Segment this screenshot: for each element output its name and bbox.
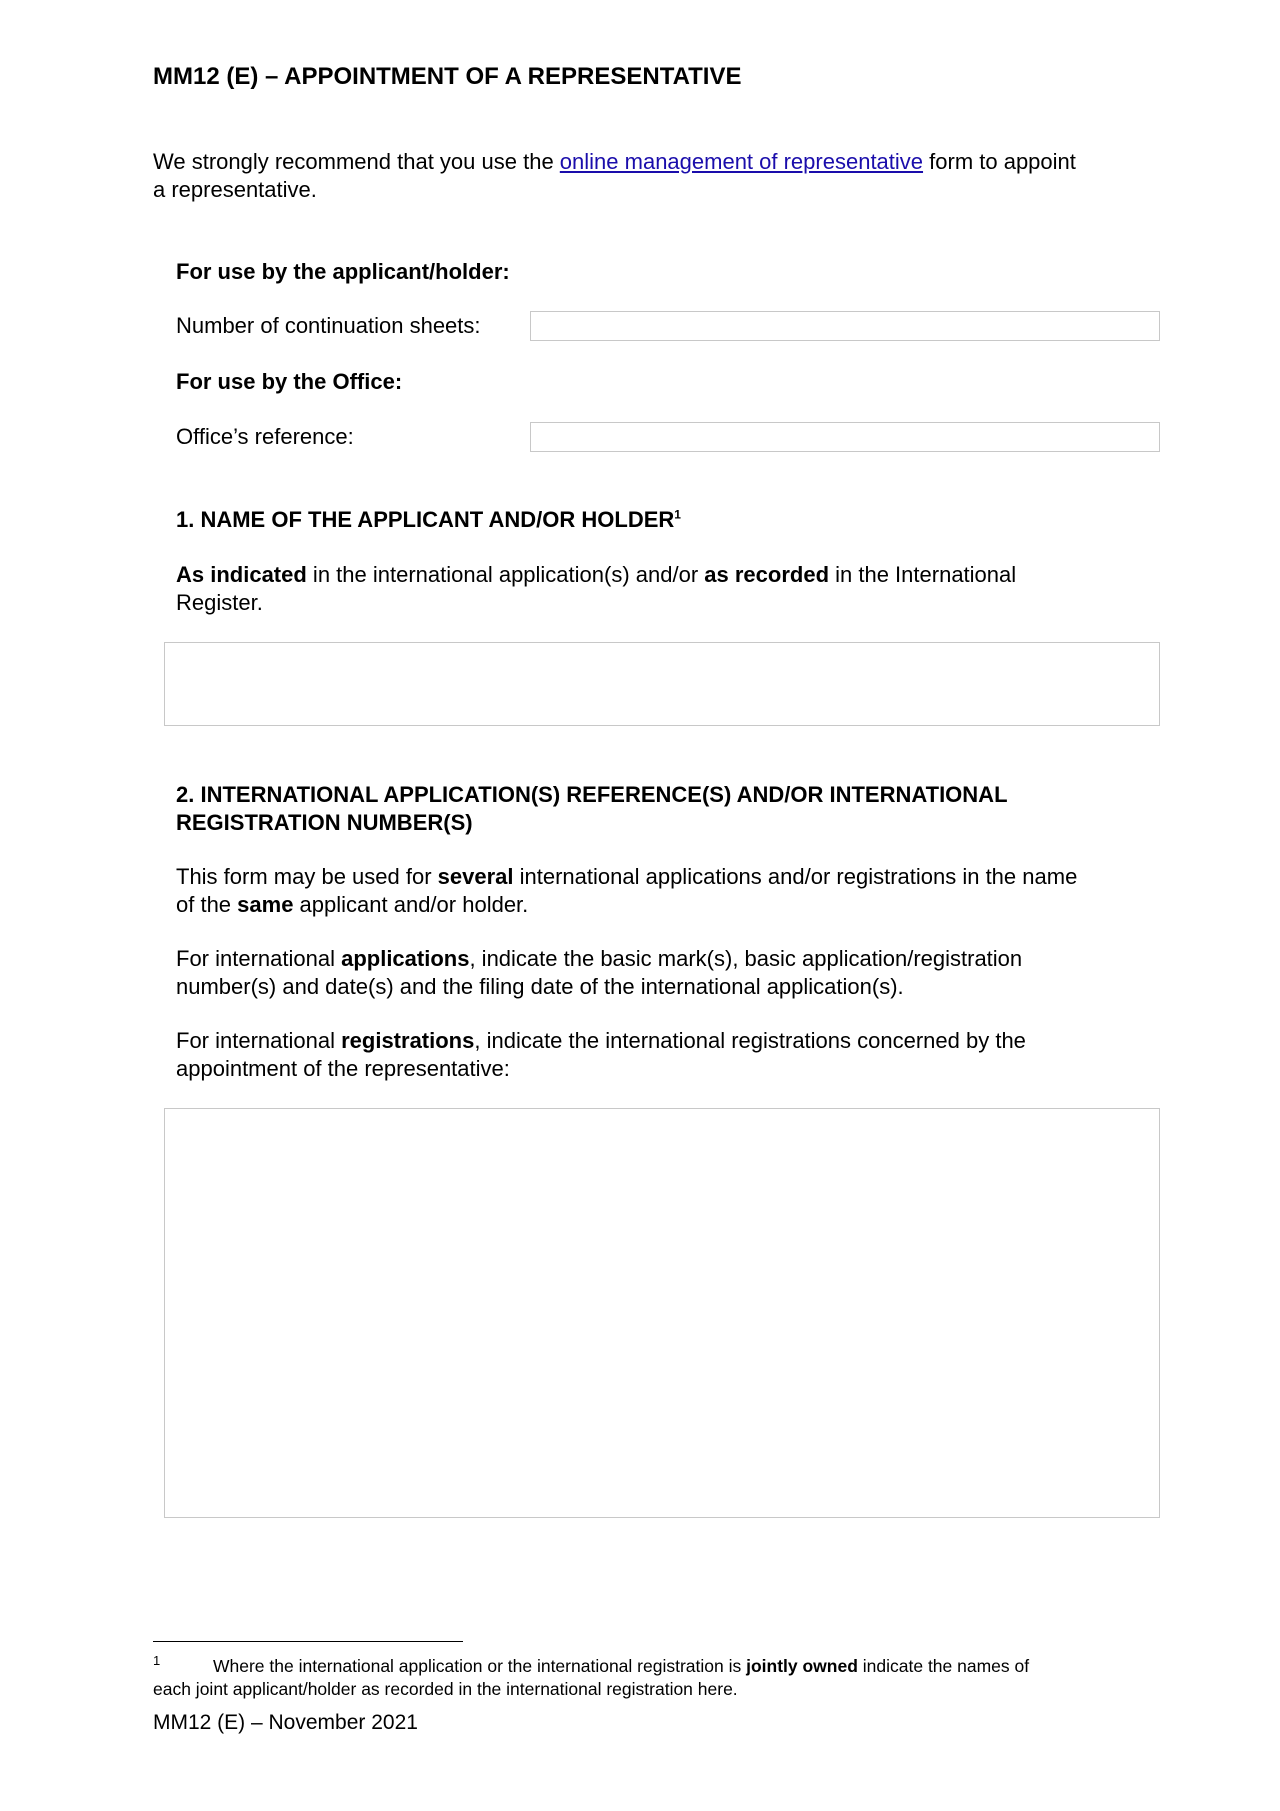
p2-text: For international — [176, 946, 342, 971]
intro-text-line2: a representative. — [153, 177, 317, 202]
footnote — [153, 1649, 1163, 1701]
footnote-text: Where the international application or the international registration is — [213, 1655, 747, 1676]
p1-text-line2-end: applicant and/or holder. — [293, 892, 529, 917]
as-recorded-text: as recorded — [704, 562, 830, 587]
jointly-owned-text: jointly owned — [746, 1655, 858, 1676]
office-reference-input[interactable] — [530, 422, 1160, 452]
footnote-text-line2: each joint applicant/holder as recorded in the international registration here. — [153, 1678, 738, 1699]
p1-text-cont: international applications and/or registrations in the name — [513, 864, 1078, 889]
p3-text-line2: appointment of the representative: — [176, 1056, 510, 1081]
section2-paragraph-1 — [176, 863, 1176, 919]
intro-paragraph — [153, 148, 1163, 204]
registration-details-field[interactable] — [164, 1108, 1160, 1518]
online-management-link[interactable]: online management of representative — [559, 149, 924, 174]
section2-paragraph-2 — [176, 945, 1176, 1001]
intro-text-after-link: form to appoint — [923, 149, 1076, 174]
section1-heading — [176, 506, 681, 534]
section2-heading — [176, 781, 1176, 837]
p3-text-cont: , indicate the international registrations concerned by the — [474, 1028, 1026, 1053]
continuation-sheets-label: Number of continuation sheets: — [176, 313, 481, 338]
footnote-number: 1 — [153, 1653, 161, 1668]
section1-paragraph — [176, 561, 1166, 617]
section1-heading-text: 1. NAME OF THE APPLICANT AND/OR HOLDER — [176, 507, 675, 532]
p1-text: This form may be used for — [176, 864, 438, 889]
section2-heading-line1: 2. INTERNATIONAL APPLICATION(S) REFERENCE(S) AND/OR INTERNATIONAL — [176, 782, 1008, 807]
page-title: MM12 (E) – APPOINTMENT OF A REPRESENTATIVE — [153, 63, 742, 90]
p1-text-line2: of the — [176, 892, 238, 917]
continuation-sheets-input[interactable] — [530, 311, 1160, 341]
same-text: same — [237, 892, 294, 917]
applicant-use-heading: For use by the applicant/holder: — [176, 259, 510, 284]
footnote-text-cont: indicate the names of — [857, 1655, 1030, 1676]
p2-text-cont: , indicate the basic mark(s), basic application/registration — [469, 946, 1023, 971]
footnote-divider — [153, 1641, 463, 1642]
several-text: several — [437, 864, 514, 889]
section2-paragraph-3 — [176, 1027, 1176, 1083]
intro-text: We strongly recommend that you use the — [153, 149, 560, 174]
footnote-ref: 1 — [674, 507, 681, 522]
p2-text-line2: number(s) and date(s) and the filing date of the international application(s). — [176, 974, 904, 999]
section1-text-mid: in the international application(s) and/or — [306, 562, 705, 587]
office-use-heading: For use by the Office: — [176, 369, 403, 394]
section2-heading-line2: REGISTRATION NUMBER(S) — [176, 810, 473, 835]
office-reference-label: Office’s reference: — [176, 424, 354, 449]
section1-text-line2: Register. — [176, 590, 263, 615]
registrations-text: registrations — [341, 1028, 475, 1053]
page-footer: MM12 (E) – November 2021 — [153, 1711, 418, 1734]
applications-text: applications — [341, 946, 470, 971]
applicant-name-field[interactable] — [164, 642, 1160, 726]
as-indicated-text: As indicated — [176, 562, 307, 587]
section1-text-end: in the International — [829, 562, 1017, 587]
p3-text: For international — [176, 1028, 342, 1053]
